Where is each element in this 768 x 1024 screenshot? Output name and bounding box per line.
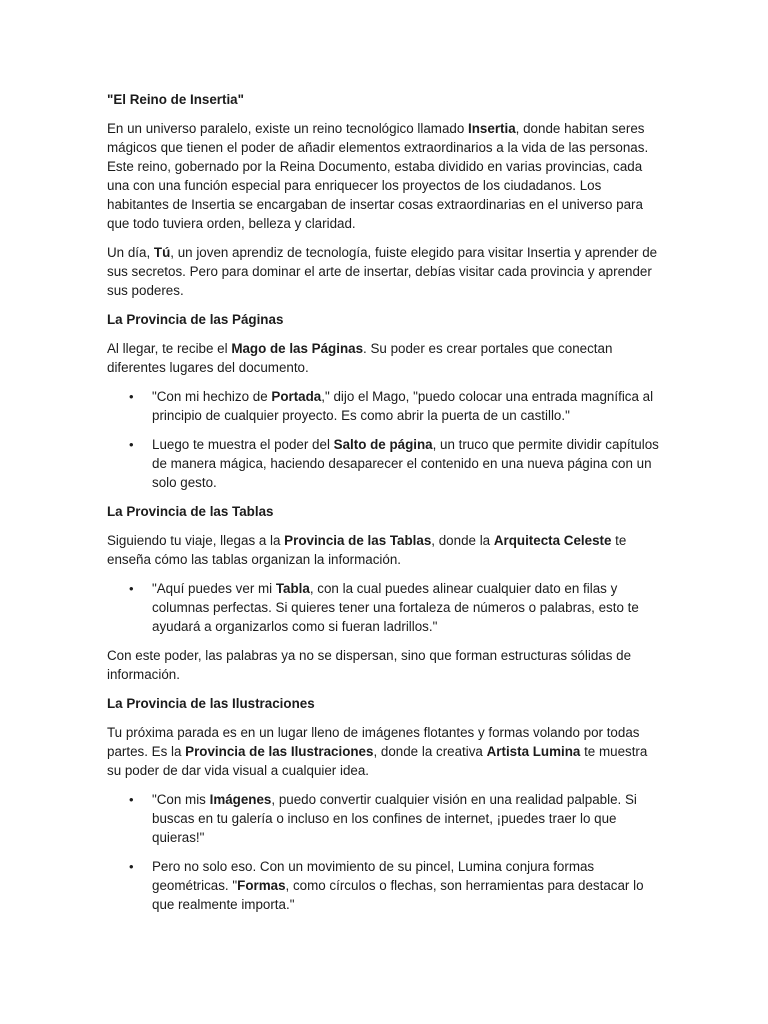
list-item: • Luego te muestra el poder del Salto de página, un truco que permite dividir capítulos de manera mágica, haciendo desaparecer el contenido en una nueva página con un solo gesto. [129,437,659,490]
paginas-bullet-list [107,387,665,492]
list-item: • Pero no solo eso. Con un movimiento de su pincel, Lumina conjura formas geométricas. "Formas, como círculos o flechas, son herramientas para destacar lo que realmente importa." [129,859,644,912]
tablas-bullet-list [107,579,665,636]
tablas-after-paragraph: Con este poder, las palabras ya no se dispersan, sino que forman estructuras sólidas de información. [107,648,632,682]
tablas-paragraph: Siguiendo tu viaje, llegas a la Provincia de las Tablas, donde la Arquitecta Celeste te enseña cómo las tablas organizan la información. [107,533,627,567]
document-title: "El Reino de Insertia" [107,92,244,107]
list-item: • "Con mis Imágenes, puedo convertir cualquier visión en una realidad palpable. Si buscas en tu galería o incluso en los confines de internet, ¡puedes traer lo que quieras!" [129,792,637,845]
bullet-icon: • [129,437,134,452]
intro-paragraph: En un universo paralelo, existe un reino tecnológico llamado Insertia, donde habitan seres mágicos que tienen el poder de añadir elementos extraordinarios a la vida de las personas. Este reino, gobernado por la Reina Documento, estaba dividido en varias provincias, cada una con una función especial para enriquecer los proyectos de los ciudadanos. Los habitantes de Insertia se encargaban de insertar cosas extraordinarias en el universo para que todo tuviera orden, belleza y claridad. [107,121,649,231]
list-item: • "Con mi hechizo de Portada," dijo el Mago, "puedo colocar una entrada magnífica al principio de cualquier proyecto. Es como abrir la puerta de un castillo." [129,389,654,423]
document-page [107,90,665,924]
list-item: • "Aquí puedes ver mi Tabla, con la cual puedes alinear cualquier dato en filas y columnas perfectas. Si quieres tener una fortaleza de números o palabras, esto te ayudará a organizarlos como si fueran ladrillos." [129,581,639,634]
bullet-icon: • [129,389,134,404]
intro-paragraph-2: Un día, Tú, un joven aprendiz de tecnología, fuiste elegido para visitar Insertia y aprender de sus secretos. Pero para dominar el arte de insertar, debías visitar cada provincia y aprender sus poderes. [107,245,658,298]
bullet-icon: • [129,792,134,807]
section-heading-ilustraciones: La Provincia de las Ilustraciones [107,696,315,711]
ilustraciones-bullet-list [107,790,665,914]
bullet-icon: • [129,581,134,596]
section-heading-tablas: La Provincia de las Tablas [107,504,274,519]
section-heading-paginas: La Provincia de las Páginas [107,312,284,327]
bullet-icon: • [129,859,134,874]
paginas-paragraph: Al llegar, te recibe el Mago de las Páginas. Su poder es crear portales que conectan diferentes lugares del documento. [107,341,613,375]
ilustraciones-paragraph: Tu próxima parada es en un lugar lleno de imágenes flotantes y formas volando por todas partes. Es la Provincia de las Ilustraciones, donde la creativa Artista Lumina te muestra su poder de dar vida visual a cualquier idea. [107,725,648,778]
